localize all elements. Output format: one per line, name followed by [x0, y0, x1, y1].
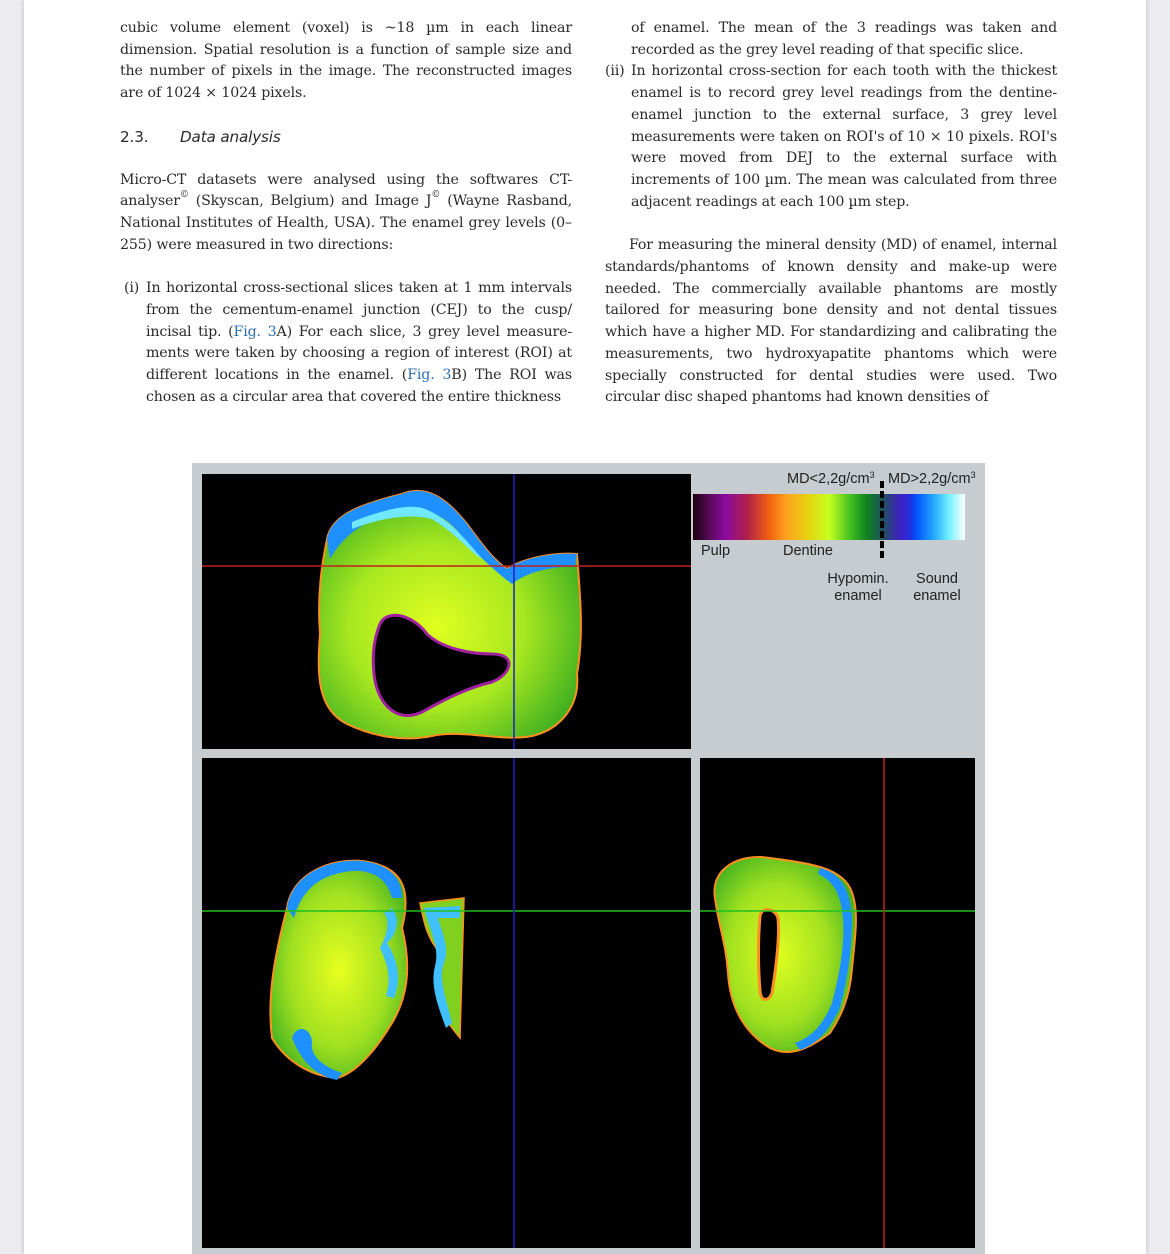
color-scale-bar [693, 494, 965, 540]
right-column [605, 18, 1057, 409]
document-page [24, 0, 1146, 1254]
text-run: Micro-CT datasets were analysed using the softwares CT-analyser [120, 171, 572, 210]
paragraph-software [120, 170, 572, 257]
hypomin-enamel-label: Hypomin. enamel [827, 571, 889, 604]
section-heading [120, 127, 572, 149]
left-column [120, 18, 572, 409]
pulp-label: Pulp [701, 543, 731, 559]
ct-panel-axial [202, 758, 691, 1248]
text-run: (Skyscan, Belgium) and Image J [188, 193, 432, 210]
copyright-mark: © [179, 190, 189, 201]
text-run: In horizontal cross-section for each tooth with the thickest enamel is to record grey level readings from the dentine-enamel junction to the external surface, 3 grey level measurements were taken on ROI's of 10 × 10 pixels. ROI's were moved from DEJ to the external surface with increments of 100 µm. The mean was calculated from three adjacent readings at each 100 µm step. [631, 63, 1057, 210]
list-item-i [120, 278, 572, 408]
threshold-divider [880, 481, 884, 561]
sound-enamel-label: Sound enamel [913, 571, 961, 604]
md-low-label: $MD<2,2g/cm^3$ [787, 470, 875, 487]
copyright-mark: © [431, 190, 441, 201]
ct-panel-sagittal [202, 474, 691, 749]
color-scale-legend [691, 463, 985, 753]
figure-link[interactable]: Fig. 3 [233, 323, 277, 340]
ct-panel-coronal [700, 758, 975, 1248]
list-item-i-continued: of enamel. The mean of the 3 readings was taken and recorded as the grey level reading of that specific slice. [631, 20, 1057, 58]
list-label: (i) [124, 280, 140, 297]
figure-link[interactable]: Fig. 3 [407, 367, 452, 384]
md-high-label: $MD>2,2g/cm^3$ [888, 470, 976, 487]
text-run: (Wayne Rasband, National Institutes of Health, USA). The enamel grey levels (0–255) were measured in two directions: [120, 193, 573, 253]
section-number: 2.3. [120, 127, 149, 146]
text-run: In horizontal cross-sectional slices taken at 1 mm intervals from the cementum-enamel junction (CEJ) to the cusp/ incisal tip. ( [146, 280, 572, 340]
paragraph-mineral-density: For measuring the mineral density (MD) of enamel, internal standards/phantoms of known density and make-up were needed. The commercially available phantoms are mostly tailored for measuring bone density and not dental tissues which have a higher MD. For standardizing and calibrating the measurements, two hydroxyapatite phantoms which were specially constructed for dental studies were used. Two circular disc shaped phantoms had known densities of [605, 237, 1057, 406]
figure-3 [192, 463, 985, 1254]
paragraph-voxel: cubic volume element (voxel) is ~18 µm in each linear dimension. Spatial resolution is a function of sample size and the number of pixels in the image. The reconstructed images are of 1024 × 1024 pixels. [120, 20, 572, 102]
text-run: B) The ROI was chosen as a circular area that covered the entire thickness [146, 367, 572, 405]
list-item-ii [605, 61, 1057, 213]
list-label: (ii) [605, 63, 625, 80]
text-run: A) For each slice, 3 grey level measure-ments were taken by choosing a region of interest (ROI) at different locations in the enamel. ( [146, 323, 572, 384]
section-title: Data analysis [180, 127, 281, 146]
dentine-label: Dentine [783, 543, 833, 559]
